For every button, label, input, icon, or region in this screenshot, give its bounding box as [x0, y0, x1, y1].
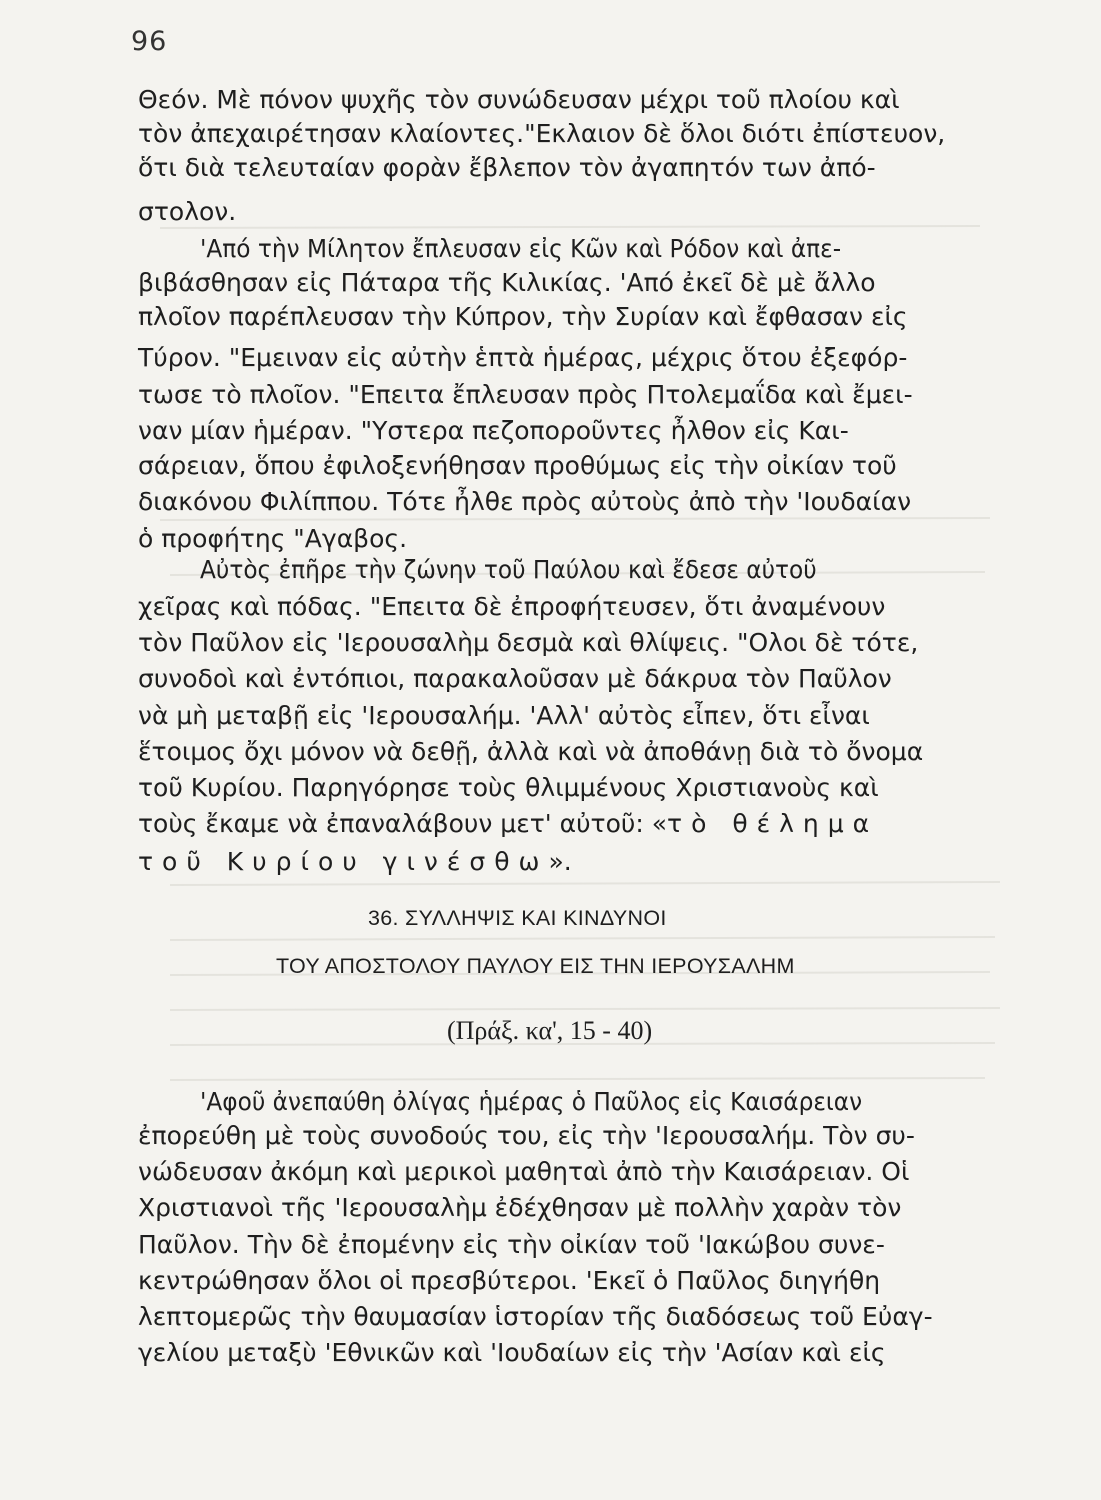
quote-spaced-text: τοῦ Κυρίου γινέσθω — [138, 847, 549, 876]
text-line: συνοδοὶ καὶ ἐντόπιοι, παρακαλοῦσαν μὲ δάκρυα τὸν Παῦλον — [138, 664, 892, 693]
text-line: ὅτι διὰ τελευταίαν φορὰν ἔβλεπον τὸν ἀγαπητόν των ἀπό- — [138, 153, 876, 182]
text-line: 'Αφοῦ ἀνεπαύθη ὀλίγας ἡμέρας ὁ Παῦλος εἰς Καισάρειαν — [200, 1087, 863, 1116]
quote-line — [138, 845, 1020, 879]
text-line: κεντρώθησαν ὅλοι οἱ πρεσβύτεροι. 'Εκεῖ ὁ Παῦλος διηγήθη — [138, 1266, 881, 1295]
text-line: ἕτοιμος ὄχι μόνον νὰ δεθῇ, ἀλλὰ καὶ νὰ ἀποθάνῃ διὰ τὸ ὄνομα — [138, 737, 924, 766]
text-line: Παῦλον. Τὴν δὲ ἐπομένην εἰς τὴν οἰκίαν τοῦ 'Ιακώβου συνε- — [138, 1230, 885, 1259]
section-subtitle: ΤΟΥ ΑΠΟΣΤΟΛΟΥ ΠΑΥΛΟΥ ΕΙΣ ΤΗΝ ΙΕΡΟΥΣΑΛΗΜ — [276, 954, 795, 978]
text-line: χεῖρας καὶ πόδας. "Επειτα δὲ ἐπροφήτευσεν, ὅτι ἀναμένουν — [138, 592, 886, 621]
text-line: λεπτομερῶς τὴν θαυμασίαν ἱστορίαν τῆς διαδόσεως τοῦ Εὐαγ- — [138, 1302, 933, 1331]
text-line: διακόνου Φιλίππου. Τότε ἦλθε πρὸς αὐτοὺς ἀπὸ τὴν 'Ιουδαίαν — [138, 487, 912, 516]
text-line: 'Από τὴν Μίλητον ἔπλευσαν εἰς Κῶν καὶ Ρόδον καὶ ἀπε- — [200, 234, 842, 263]
page-number: 96 — [131, 26, 168, 57]
text-line: τὸν ἀπεχαιρέτησαν κλαίοντες."Εκλαιον δὲ ὅλοι διότι ἐπίστευον, — [138, 119, 946, 148]
text-line: ὁ προφήτης "Αγαβος. — [138, 524, 408, 553]
quote-spaced-text: τὸ θέλημα — [667, 809, 879, 838]
text-line: ναν μίαν ἡμέραν. "Υστερα πεζοποροῦντες ἦλθον εἰς Και- — [138, 416, 849, 445]
text-line: τωσε τὸ πλοῖον. "Επειτα ἔπλευσαν πρὸς Πτολεμαΐδα καὶ ἔμει- — [138, 380, 913, 409]
quote-lead: τοὺς ἔκαμε νὰ ἐπαναλάβουν μετ' αὐτοῦ: « — [138, 809, 668, 838]
text-line: τοῦ Κυρίου. Παρηγόρησε τοὺς θλιμμένους Χριστιανοὺς καὶ — [138, 773, 879, 802]
text-line: βιβάσθησαν εἰς Πάταρα τῆς Κιλικίας. 'Από ἐκεῖ δὲ μὲ ἄλλο — [138, 268, 876, 297]
text-line: στολον. — [138, 197, 237, 226]
text-line: γελίου μεταξὺ 'Εθνικῶν καὶ 'Ιουδαίων εἰς τὴν 'Ασίαν καὶ εἰς — [138, 1338, 886, 1367]
text-line: πλοῖον παρέπλευσαν τὴν Κύπρον, τὴν Συρίαν καὶ ἔφθασαν εἰς — [138, 302, 908, 331]
quote-tail: ». — [548, 847, 572, 876]
text-line: σάρειαν, ὅπου ἐφιλοξενήθησαν προθύμως εἰς τὴν οἰκίαν τοῦ — [138, 451, 897, 480]
text-line: Χριστιανοὶ τῆς 'Ιερουσαλὴμ ἐδέχθησαν μὲ πολλὴν χαρὰν τὸν — [138, 1193, 902, 1222]
text-line: νὰ μὴ μεταβῇ εἰς 'Ιερουσαλήμ. 'Αλλ' αὐτὸς εἶπεν, ὅτι εἶναι — [138, 701, 870, 730]
text-line: Αὐτὸς ἐπῆρε τὴν ζώνην τοῦ Παύλου καὶ ἔδεσε αὐτοῦ — [200, 555, 817, 584]
scripture-reference: (Πράξ. κα', 15 - 40) — [447, 1016, 653, 1045]
text-line: τὸν Παῦλον εἰς 'Ιερουσαλὴμ δεσμὰ καὶ θλίψεις. "Ολοι δὲ τότε, — [138, 628, 919, 657]
text-line: ἐπορεύθη μὲ τοὺς συνοδούς του, εἰς τὴν 'Ιερουσαλήμ. Τὸν συ- — [138, 1121, 915, 1150]
quote-line — [138, 807, 1020, 841]
text-line: νώδευσαν ἀκόμη καὶ μερικοὶ μαθηταὶ ἀπὸ τὴν Καισάρειαν. Οἱ — [138, 1157, 910, 1186]
text-line: Τύρον. "Εμειναν εἰς αὐτὴν ἑπτὰ ἡμέρας, μέχρις ὅτου ἐξεφόρ- — [138, 343, 908, 372]
section-title: 36. ΣΥΛΛΗΨΙΣ ΚΑΙ ΚΙΝΔΥΝΟΙ — [368, 906, 667, 930]
text-line: Θεόν. Μὲ πόνον ψυχῆς τὸν συνώδευσαν μέχρι τοῦ πλοίου καὶ — [138, 85, 900, 114]
